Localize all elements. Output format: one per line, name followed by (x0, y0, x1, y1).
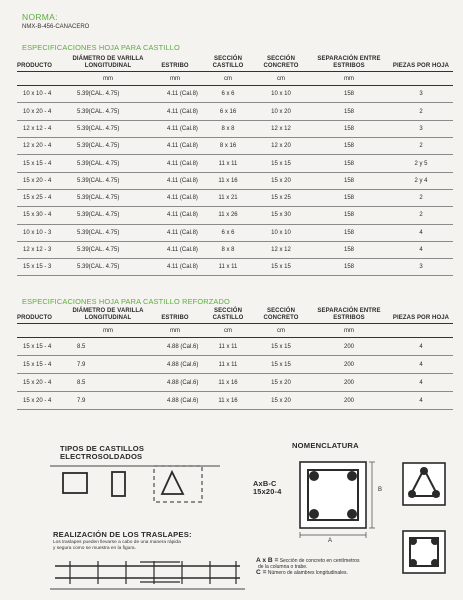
table-row (17, 120, 453, 137)
unit-cell: mm (147, 72, 203, 86)
table-cell: 10 x 10 - 3 (17, 224, 69, 241)
column-header: DIÁMETRO DE VARILLA LONGITUDINAL (69, 308, 147, 324)
unit-cell: mm (309, 72, 389, 86)
table-cell: 15 x 15 - 4 (17, 155, 69, 172)
table-cell: 4 (389, 392, 453, 410)
table-cell: 10 x 10 (253, 224, 309, 241)
table-cell: 12 x 12 - 4 (17, 120, 69, 137)
column-header: PRODUCTO (17, 308, 69, 324)
table-cell: 11 x 11 (203, 259, 253, 276)
column-header: SEPARACIÓN ENTRE ESTRIBOS (309, 56, 389, 72)
header-row (17, 56, 453, 72)
table-row (17, 338, 453, 356)
table-cell: 15 x 15 - 3 (17, 259, 69, 276)
spec-table-castillo (17, 56, 453, 276)
nomenclatura-code-line2: 15x20-4 (253, 487, 282, 497)
table-cell: 11 x 16 (203, 172, 253, 189)
table-cell: 15 x 15 (253, 259, 309, 276)
legend2-text: Número de alambres longitudinales. (267, 570, 348, 576)
table-cell: 5.39(CAL. 4.75) (69, 120, 147, 137)
table-cell: 10 x 20 (253, 103, 309, 120)
traslapes-title: REALIZACIÓN DE LOS TRASLAPES: (53, 530, 192, 539)
table-cell: 10 x 10 - 4 (17, 86, 69, 103)
table-row (17, 86, 453, 103)
table-cell: 200 (309, 374, 389, 392)
nomenclatura-title: NOMENCLATURA (292, 441, 359, 450)
table-cell: 8 x 16 (203, 138, 253, 155)
table-row (17, 374, 453, 392)
table-cell: 11 x 26 (203, 207, 253, 224)
unit-cell (389, 72, 453, 86)
table-cell: 158 (309, 224, 389, 241)
table-row (17, 259, 453, 276)
column-header: ESTRIBO (147, 56, 203, 72)
norma-label: NORMA: (22, 12, 58, 22)
table-cell: 200 (309, 338, 389, 356)
table-cell: 15 x 20 (253, 374, 309, 392)
column-header: SECCIÓN CONCRETO (253, 56, 309, 72)
table-cell: 15 x 15 - 4 (17, 356, 69, 374)
triangle-section-diagram (400, 460, 460, 520)
table-cell: 10 x 10 (253, 86, 309, 103)
table-cell: 5.39(CAL. 4.75) (69, 138, 147, 155)
legend1-text2: de la columna o trabe. (258, 564, 308, 570)
table-cell: 5.39(CAL. 4.75) (69, 259, 147, 276)
table-cell: 15 x 30 (253, 207, 309, 224)
table-cell: 2 (389, 103, 453, 120)
spec-table-castillo-reforzado (17, 308, 453, 410)
unit-cell (389, 324, 453, 338)
tipos-title (60, 445, 144, 462)
table-cell: 4 (389, 338, 453, 356)
table-cell: 4.11 (Cal.8) (147, 207, 203, 224)
table-cell: 12 x 12 (253, 241, 309, 258)
table-cell: 158 (309, 103, 389, 120)
table-cell: 4.11 (Cal.8) (147, 86, 203, 103)
table-cell: 5.39(CAL. 4.75) (69, 207, 147, 224)
rectangular-castillo-icon (112, 472, 125, 496)
table-cell: 158 (309, 138, 389, 155)
unit-cell (17, 324, 69, 338)
table-cell: 4 (389, 241, 453, 258)
column-header: DIÁMETRO DE VARILLA LONGITUDINAL (69, 56, 147, 72)
unit-cell: mm (309, 324, 389, 338)
table-row (17, 392, 453, 410)
unit-cell: mm (147, 324, 203, 338)
table-cell: 15 x 15 (253, 338, 309, 356)
table-cell: 158 (309, 86, 389, 103)
table-cell: 11 x 11 (203, 338, 253, 356)
column-header: PIEZAS POR HOJA (389, 56, 453, 72)
column-header: SECCIÓN CASTILLO (203, 56, 253, 72)
nomenclatura-legend (256, 558, 406, 576)
cross-section-diagram (292, 458, 382, 548)
tipos-title-line2: ELECTROSOLDADOS (60, 452, 143, 462)
table1-title: ESPECIFICACIONES HOJA PARA CASTILLO (22, 43, 180, 52)
nomenclatura-code-line1: AxB-C (253, 479, 277, 488)
table-row (17, 356, 453, 374)
table-cell: 200 (309, 356, 389, 374)
table-cell: 15 x 20 (253, 392, 309, 410)
traslapes-description (53, 540, 181, 551)
table-cell: 5.39(CAL. 4.75) (69, 155, 147, 172)
table-cell: 158 (309, 172, 389, 189)
table-cell: 4.11 (Cal.8) (147, 241, 203, 258)
table-row (17, 103, 453, 120)
table-cell: 15 x 20 - 4 (17, 374, 69, 392)
table-cell: 2 (389, 189, 453, 206)
unit-cell: cm (253, 72, 309, 86)
legend2-key: C = (256, 569, 267, 576)
table-cell: 12 x 20 - 4 (17, 138, 69, 155)
table-cell: 5.39(CAL. 4.75) (69, 189, 147, 206)
table-cell: 4 (389, 356, 453, 374)
triangular-castillo-icon (162, 472, 183, 494)
table-cell: 11 x 11 (203, 155, 253, 172)
table-cell: 8.5 (69, 338, 147, 356)
table-cell: 15 x 20 (253, 172, 309, 189)
table-cell: 4.88 (Cal.6) (147, 356, 203, 374)
table-cell: 3 (389, 86, 453, 103)
table-cell: 158 (309, 189, 389, 206)
table-cell: 15 x 15 - 4 (17, 338, 69, 356)
column-header: PIEZAS POR HOJA (389, 308, 453, 324)
table-cell: 11 x 16 (203, 392, 253, 410)
table-cell: 4 (389, 374, 453, 392)
table-cell: 4.88 (Cal.6) (147, 374, 203, 392)
table-cell: 2 (389, 138, 453, 155)
table-cell: 15 x 25 - 4 (17, 189, 69, 206)
table-cell: 5.39(CAL. 4.75) (69, 224, 147, 241)
table-cell: 5.39(CAL. 4.75) (69, 172, 147, 189)
table-cell: 15 x 30 - 4 (17, 207, 69, 224)
table-cell: 6 x 6 (203, 224, 253, 241)
legend1-key: A x B = (256, 557, 279, 564)
table-cell: 158 (309, 120, 389, 137)
table-cell: 12 x 12 - 3 (17, 241, 69, 258)
unit-cell: mm (69, 72, 147, 86)
square-section-diagram (400, 528, 460, 588)
table-cell: 4.11 (Cal.8) (147, 259, 203, 276)
column-header: SECCIÓN CASTILLO (203, 308, 253, 324)
dimension-a-label: A (328, 538, 333, 544)
table-cell: 7.9 (69, 392, 147, 410)
table-cell: 11 x 16 (203, 374, 253, 392)
table-cell: 7.9 (69, 356, 147, 374)
nomenclatura-code (253, 480, 282, 497)
table-cell: 4.88 (Cal.6) (147, 392, 203, 410)
legend1-text: Sección de concreto en centímetros (279, 558, 360, 564)
column-header: PRODUCTO (17, 56, 69, 72)
tipos-title-line1: TIPOS DE CASTILLOS (60, 444, 145, 453)
table-cell: 4.11 (Cal.8) (147, 103, 203, 120)
header-row (17, 308, 453, 324)
table-cell: 10 x 20 - 4 (17, 103, 69, 120)
table-cell: 158 (309, 207, 389, 224)
table-cell: 11 x 21 (203, 189, 253, 206)
table-cell: 15 x 20 - 4 (17, 172, 69, 189)
column-header: ESTRIBO (147, 308, 203, 324)
column-header: SEPARACIÓN ENTRE ESTRIBOS (309, 308, 389, 324)
unit-cell (17, 72, 69, 86)
table-cell: 5.39(CAL. 4.75) (69, 241, 147, 258)
table-cell: 5.39(CAL. 4.75) (69, 86, 147, 103)
table-cell: 6 x 16 (203, 103, 253, 120)
traslapes-desc-line1: Los traslapes pueden llevarse a cabo de una manera rápida (53, 540, 181, 545)
table-row (17, 241, 453, 258)
table-cell: 12 x 12 (253, 120, 309, 137)
table-cell: 15 x 15 (253, 155, 309, 172)
table-cell: 15 x 25 (253, 189, 309, 206)
table-row (17, 172, 453, 189)
table-cell: 11 x 11 (203, 356, 253, 374)
unit-cell: cm (203, 324, 253, 338)
unit-cell: cm (253, 324, 309, 338)
dimension-b-label: B (378, 487, 383, 493)
table-cell: 4.11 (Cal.8) (147, 189, 203, 206)
table-row (17, 155, 453, 172)
table-cell: 6 x 6 (203, 86, 253, 103)
table-cell: 4.11 (Cal.8) (147, 224, 203, 241)
square-castillo-icon (63, 473, 87, 493)
table-cell: 4.11 (Cal.8) (147, 120, 203, 137)
table-cell: 8 x 8 (203, 241, 253, 258)
table-cell: 15 x 15 (253, 356, 309, 374)
table-cell: 3 (389, 259, 453, 276)
castillo-types-illustration (50, 466, 250, 516)
table-cell: 4 (389, 224, 453, 241)
table-cell: 4.88 (Cal.6) (147, 338, 203, 356)
table-cell: 4.11 (Cal.8) (147, 155, 203, 172)
table-cell: 3 (389, 120, 453, 137)
traslape-illustration (50, 556, 250, 592)
traslapes-desc-line2: y segura como se muestra en la figura. (53, 545, 136, 551)
units-row (17, 72, 453, 86)
table-cell: 2 (389, 207, 453, 224)
table-cell: 2 y 5 (389, 155, 453, 172)
table2-title: ESPECIFICACIONES HOJA PARA CASTILLO REFORZADO (22, 297, 230, 306)
table-cell: 8 x 8 (203, 120, 253, 137)
table-cell: 15 x 20 - 4 (17, 392, 69, 410)
unit-cell: mm (69, 324, 147, 338)
table-row (17, 224, 453, 241)
table-cell: 4.11 (Cal.8) (147, 138, 203, 155)
table-row (17, 207, 453, 224)
table-cell: 12 x 20 (253, 138, 309, 155)
table-cell: 158 (309, 241, 389, 258)
table-cell: 5.39(CAL. 4.75) (69, 103, 147, 120)
units-row (17, 324, 453, 338)
column-header: SECCIÓN CONCRETO (253, 308, 309, 324)
unit-cell: cm (203, 72, 253, 86)
norma-value: NMX-B-456-CANACERO (22, 24, 90, 30)
table-cell: 8.5 (69, 374, 147, 392)
table-row (17, 138, 453, 155)
table-row (17, 189, 453, 206)
table-cell: 4.11 (Cal.8) (147, 172, 203, 189)
table-cell: 2 y 4 (389, 172, 453, 189)
table-cell: 158 (309, 155, 389, 172)
table-cell: 200 (309, 392, 389, 410)
table-cell: 158 (309, 259, 389, 276)
